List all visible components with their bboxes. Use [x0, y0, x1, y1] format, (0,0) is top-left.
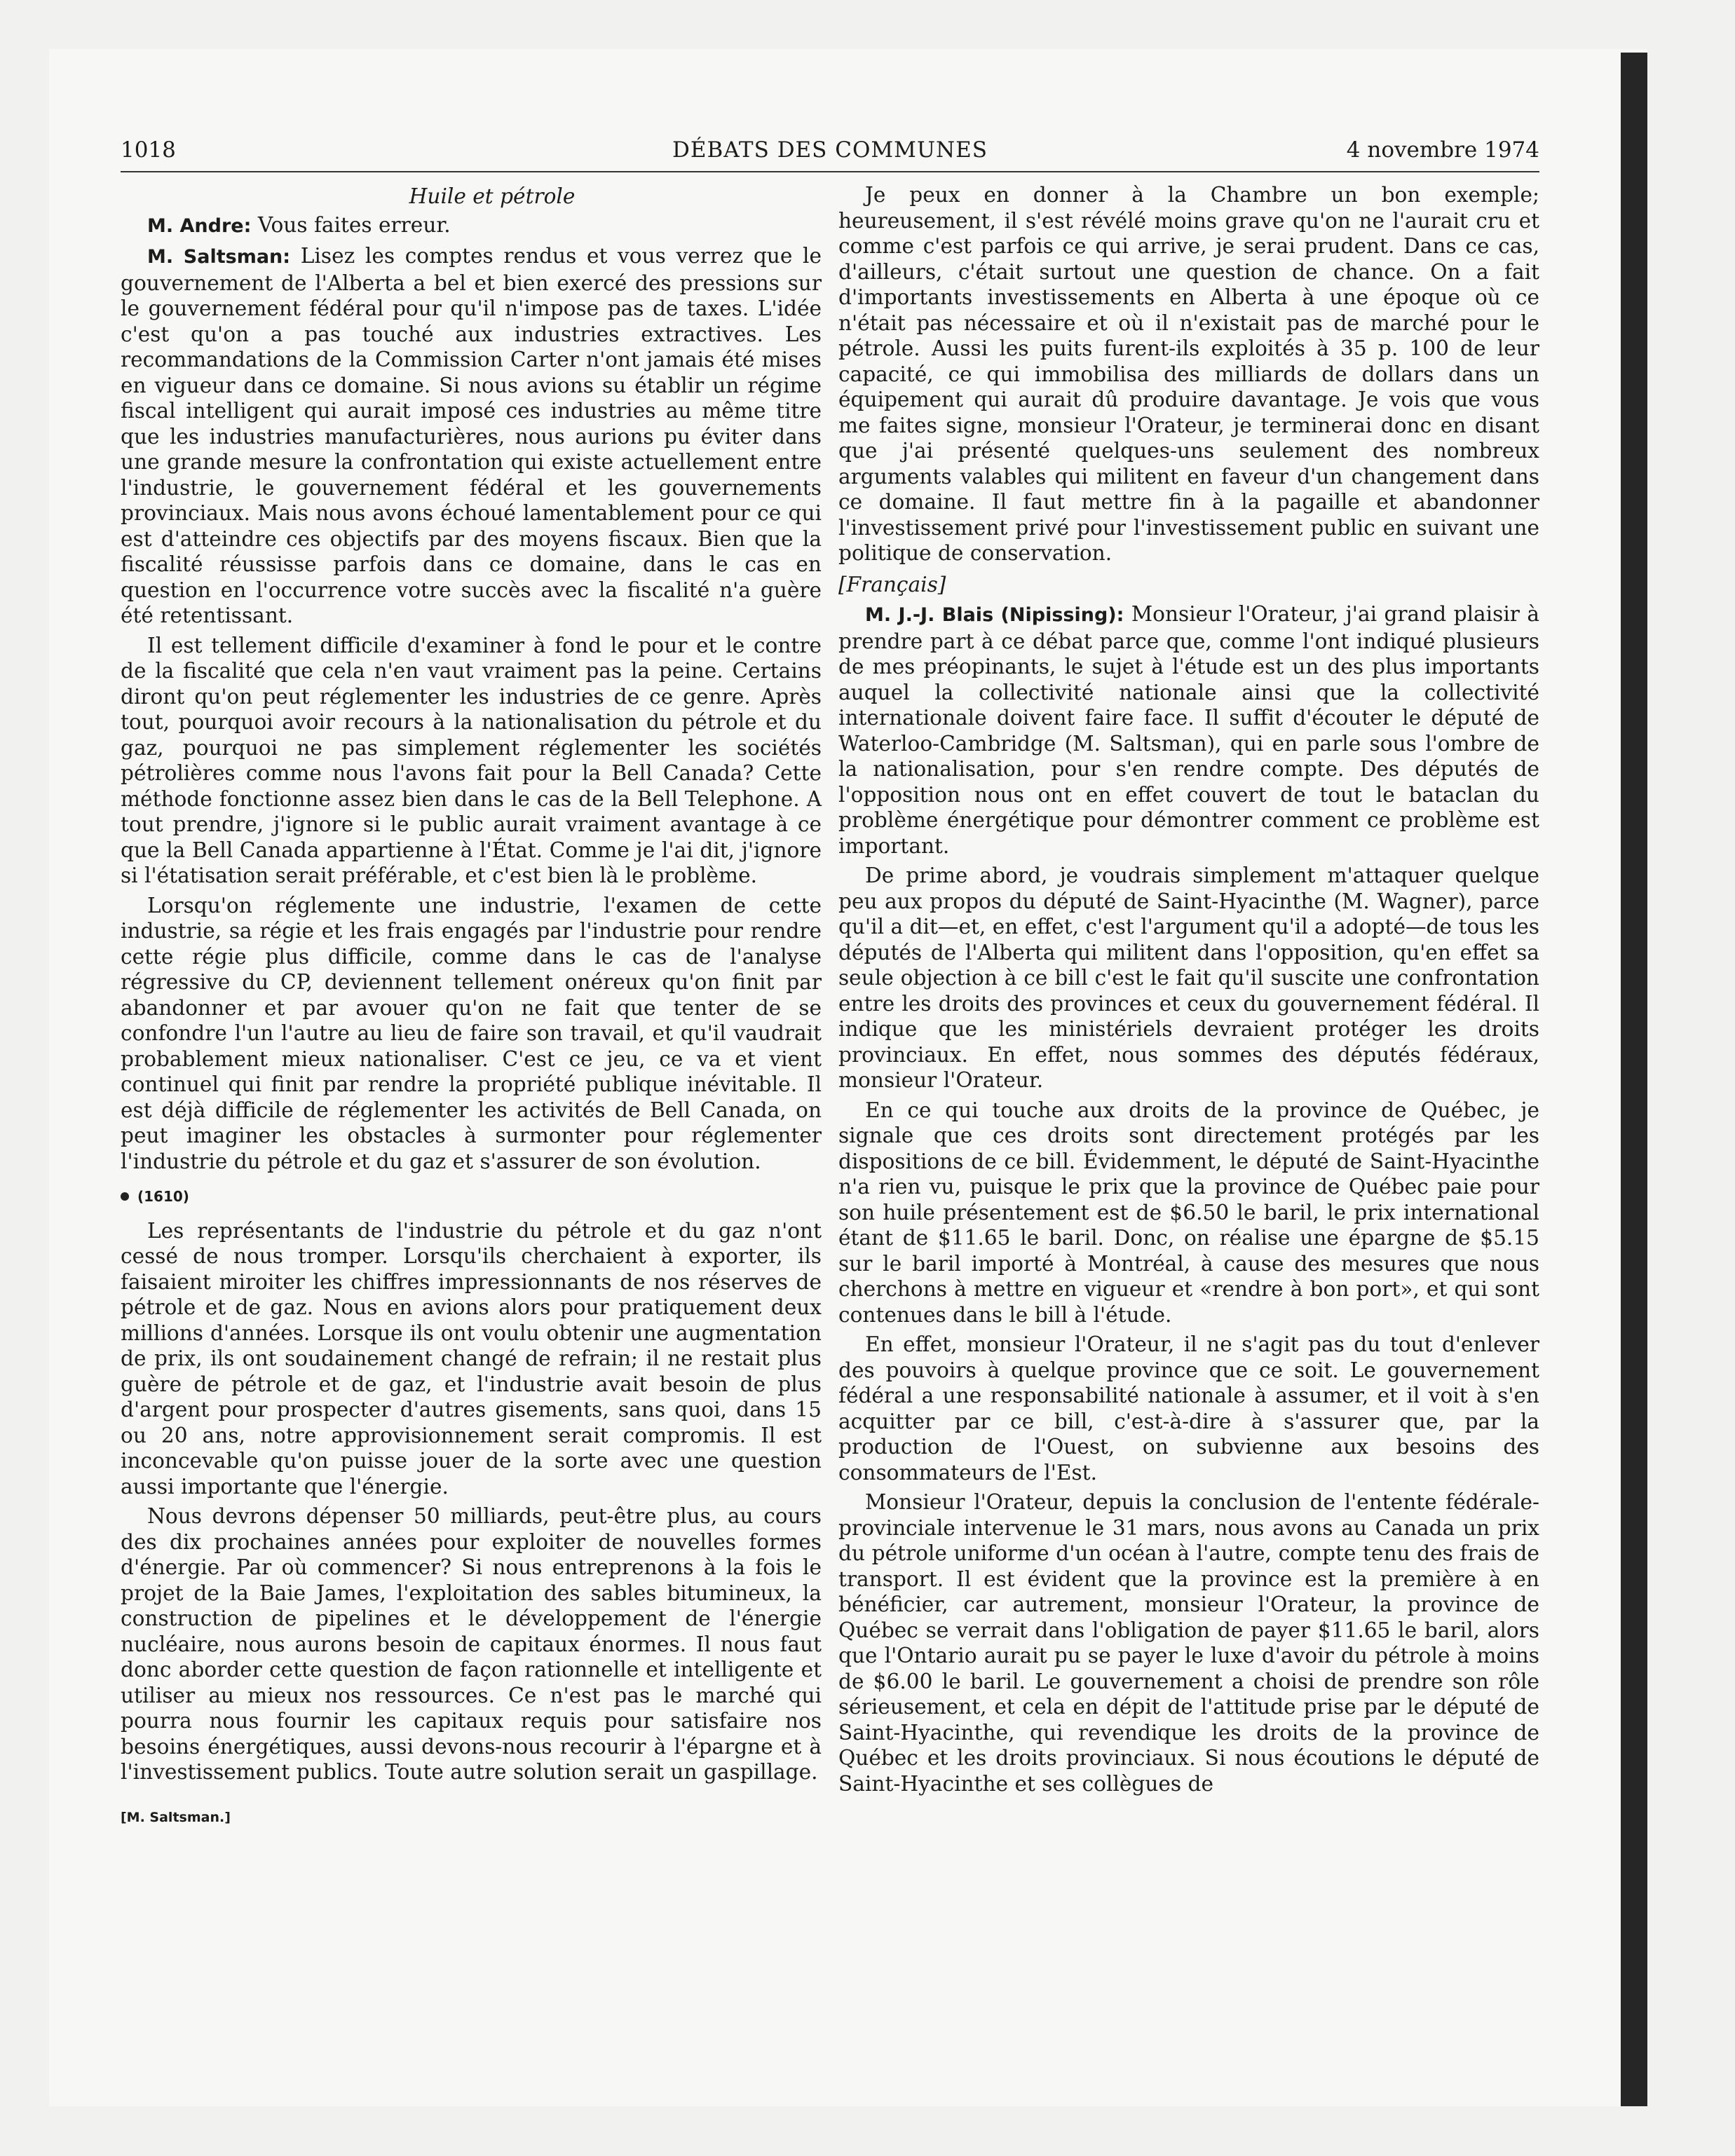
page-date: 4 novembre 1974 [1346, 137, 1539, 163]
speech-text: Monsieur l'Orateur, j'ai grand plaisir à prendre part à ce débat parce que, comme l'ont indiqué plusieurs de mes préopinants, le sujet à l'étude est un des plus importants auquel la collectivité nationale ainsi que la collectivité internationale doivent faire face. Il suffit d'écouter le député de Waterloo-Cambridge (M. Saltsman), qui en parle sous l'ombre de la nationalisation, pour s'en rendre compte. Des députés de l'opposition nous ont en effet couvert de tout le bataclan du problème énergétique pour démontrer comment ce problème est important. [838, 602, 1539, 858]
speech-text: Lisez les comptes rendus et vous verrez que le gouvernement de l'Alberta a bel et bien exercé des pressions sur le gouvernement fédéral pour qu'il n'impose pas de taxes. L'idée c'est qu'on a pas touché aux industries extractives. Les recommandations de la Commission Carter n'ont jamais été mises en vigueur dans ce domaine. Si nous avions su établir un régime fiscal intelligent qui aurait imposé ces industries au même titre que les industries manufacturières, nous aurions pu éviter dans une grande mesure la confrontation qui existe actuellement entre l'industrie, le gouvernement fédéral et les gouvernements provinciaux. Mais nous avons échoué lamentablement pour ce qui est d'atteindre ces objectifs par des moyens fiscaux. Bien que la fiscalité réussisse parfois dans ce domaine, dans le cas en question en l'occurrence votre succès avec la fiscalité n'a guère été retentissant. [121, 244, 822, 627]
speech-text: Vous faites erreur. [251, 212, 451, 237]
timestamp-marker [121, 1184, 822, 1210]
paragraph: En effet, monsieur l'Orateur, il ne s'agit pas du tout d'enlever des pouvoirs à quelque province que ce soit. Le gouvernement fédéral a une responsabilité nationale à assumer, et il voit à s'en acquitter par ce bill, c'est-à-dire à s'assurer que, par la production de l'Ouest, on subvienne aux besoins des consommateurs de l'Est. [838, 1332, 1539, 1485]
paragraph [121, 212, 822, 240]
paragraph: Il est tellement difficile d'examiner à fond le pour et le contre de la fiscalité que cela n'en vaut vraiment pas la peine. Certains diront qu'on peut réglementer les industries de ce genre. Après tout, pourquoi avoir recours à la nationalisation du pétrole et du gaz, pourquoi ne pas simplement réglementer les sociétés pétrolières comme nous l'avons fait pour la Bell Canada? Cette méthode fonctionne assez bien dans le cas de la Bell Telephone. A tout prendre, j'ignore si le public aurait vraiment avantage à ce que la Bell Canada appartienne à l'État. Comme je l'ai dit, j'ignore si l'étatisation serait préférable, et c'est bien là le problème. [121, 633, 822, 887]
right-column [838, 182, 1539, 1801]
speaker-name: M. Saltsman: [147, 246, 291, 268]
speaker-name: M. J.-J. Blais (Nipissing): [865, 604, 1124, 626]
left-column [121, 182, 822, 1830]
bullet-icon [121, 1192, 129, 1201]
timestamp-text: (1610) [137, 1188, 189, 1205]
page-number: 1018 [121, 137, 176, 163]
paragraph: Je peux en donner à la Chambre un bon exemple; heureusement, il s'est révélé moins grave qu'on ne l'aurait cru et comme c'est parfois ce qui arrive, je serai prudent. Dans ce cas, d'ailleurs, c'était surtout une question de chance. On a fait d'importants investissements en Alberta à une époque où ce n'était pas nécessaire et où il n'existait pas de marché pour le pétrole. Aussi les puits furent-ils exploités à 35 p. 100 de leur capacité, ce qui immobilisa des milliards de dollars dans un équipement qui aurait dû produire davantage. Je vois que vous me faites signe, monsieur l'Orateur, je terminerai donc en disant que j'ai présenté quelques-uns seulement des nombreux arguments valables qui militent en faveur d'un changement dans ce domaine. Il faut mettre fin à la pagaille et abandonner l'investissement privé pour l'investissement public en suivant une politique de conservation. [838, 183, 1539, 565]
paragraph: De prime abord, je voudrais simplement m'attaquer quelque peu aux propos du député de Saint-Hyacinthe (M. Wagner), parce qu'il a dit—et, en effet, c'est l'argument qu'il a adopté—de tous les députés de l'Alberta qui militent dans l'opposition, qu'en effet sa seule objection à ce bill c'est le fait qu'il suscite une confrontation entre les droits des provinces et ceux du gouvernement fédéral. Il indique que les ministériels devraient protéger les droits provinciaux. En effet, nous sommes des députés fédéraux, monsieur l'Orateur. [838, 864, 1539, 1092]
paragraph: Les représentants de l'industrie du pétrole et du gaz n'ont cessé de nous tromper. Lorsqu'ils cherchaient à exporter, ils faisaient miroiter les chiffres impressionnants de nos réserves de pétrole et de gaz. Nous en avions alors pour pratiquement deux millions d'années. Lorsque ils ont voulu obtenir une augmentation de prix, ils ont soudainement changé de refrain; il ne restait plus guère de pétrole et de gaz, et l'industrie avait besoin de plus d'argent pour prospecter d'autres gisements, sans quoi, dans 15 ou 20 ans, notre approvisionnement serait compromis. Il est inconcevable qu'on puisse jouer de la sorte avec une question aussi importante que l'énergie. [121, 1218, 822, 1499]
paragraph: Nous devrons dépenser 50 milliards, peut-être plus, au cours des dix prochaines années pour exploiter de nouvelles formes d'énergie. Par où commencer? Si nous entreprenons à la fois le projet de la Baie James, l'exploitation des sables bitumineux, la construction de pipelines et le développement de l'énergie nucléaire, nous aurons besoin de capitaux énormes. Il nous faut donc aborder cette question de façon rationnelle et intelligente et utiliser au mieux nos ressources. Ce n'est pas le marché qui pourra nous fournir les capitaux requis pour satisfaire nos besoins énergétiques, aussi devons-nous recourir à l'épargne et à l'investissement publics. Toute autre solution serait un gaspillage. [121, 1504, 822, 1784]
paragraph [838, 601, 1539, 859]
running-head [121, 132, 1539, 172]
section-rubric: Huile et pétrole [409, 184, 576, 208]
speaker-attribution: [M. Saltsman.] [121, 1809, 231, 1825]
binding-edge [1621, 53, 1647, 2106]
paragraph: En ce qui touche aux droits de la province de Québec, je signale que ces droits sont directement protégés par les dispositions de ce bill. Évidemment, le député de Saint-Hyacinthe n'a rien vu, puisque le prix que la province de Québec paie pour son huile présentement est de $6.50 le baril, le prix international étant de $11.65 le baril. Donc, on réalise une épargne de $5.15 sur le baril importé à Montréal, à cause des mesures que nous cherchons à mettre en vigueur et «rendre à bon port», et qui sont contenues dans le bill à l'étude. [838, 1098, 1539, 1327]
paragraph [121, 243, 822, 629]
publication-title: DÉBATS DES COMMUNES [672, 137, 988, 163]
paragraph: Lorsqu'on réglemente une industrie, l'examen de cette industrie, sa régie et les frais engagés par l'industrie pour rendre cette régie plus difficile, comme dans le cas de l'analyse régressive du CP, deviennent tellement onéreux qu'on finit par abandonner et par avouer qu'on ne fait que tenter de se confondre l'un l'autre au lieu de faire son travail, et qu'il vaudrait probablement mieux nationaliser. C'est ce jeu, ce va et vient continuel qui finit par rendre la propriété publique inévitable. Il est déjà difficile de réglementer les activités de Bell Canada, on peut imaginer les obstacles à surmonter pour réglementer l'industrie du pétrole et du gaz et s'assurer de son évolution. [121, 893, 822, 1173]
speaker-name: M. Andre: [147, 214, 252, 237]
language-marker: [Français] [838, 572, 946, 596]
paragraph: Monsieur l'Orateur, depuis la conclusion de l'entente fédérale-provinciale intervenue le 31 mars, nous avons au Canada un prix du pétrole uniforme d'un océan à l'autre, compte tenu des frais de transport. Il est évident que la province est la première à en bénéficier, car autrement, monsieur l'Orateur, la province de Québec se verrait dans l'obligation de payer $11.65 le baril, alors que l'Ontario aurait pu se payer le luxe d'avoir du pétrole à moins de $6.00 le baril. Le gouvernement a choisi de prendre son rôle sérieusement, et cela en dépit de l'attitude prise par le député de Saint-Hyacinthe, qui revendique les droits de la province de Québec et les droits provinciaux. Si nous écoutions le député de Saint-Hyacinthe et ses collègues de [838, 1490, 1539, 1796]
document-page [121, 132, 1539, 1825]
